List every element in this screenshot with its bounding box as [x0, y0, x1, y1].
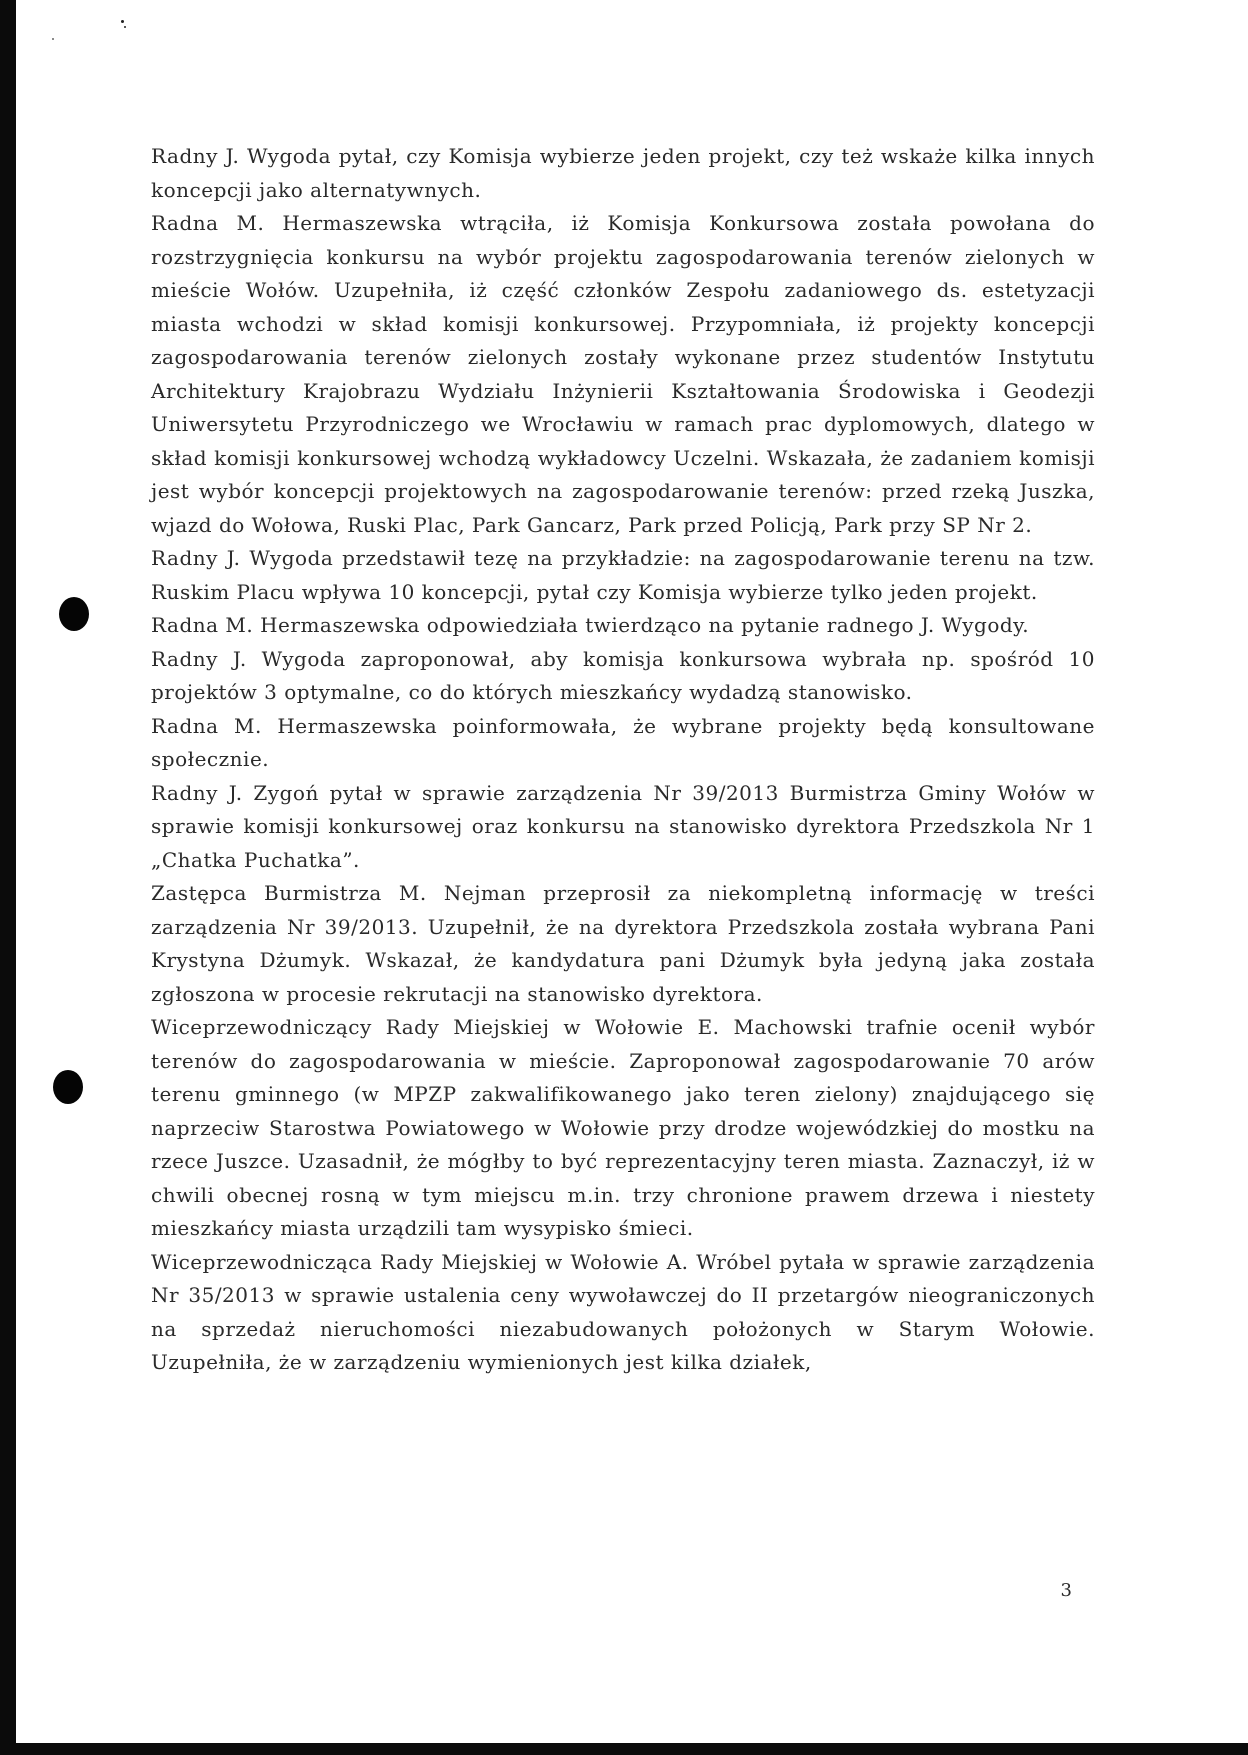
scan-border-left — [0, 0, 16, 1755]
paragraph: Radny J. Zygoń pytał w sprawie zarządzenia Nr 39/2013 Burmistrza Gminy Wołów w sprawie komisji konkursowej oraz konkursu na stanowisko dyrektora Przedszkola Nr 1 „Chatka Puchatka”. — [151, 780, 1095, 872]
paragraph: Radny J. Wygoda pytał, czy Komisja wybierze jeden projekt, czy też wskaże kilka innych koncepcji jako alternatywnych. — [151, 144, 1095, 202]
scan-speck — [52, 38, 54, 40]
punch-hole — [53, 1070, 83, 1104]
paragraph: Zastępca Burmistrza M. Nejman przeprosił za niekompletną informację w treści zarządzenia Nr 39/2013. Uzupełnił, że na dyrektora Przedszkola została wybrana Pani Krystyna Dżumyk. Wskazał, że kandydatura pani Dżumyk była jedyną jaka została zgłoszona w procesie rekrutacji na stanowisko dyrektora. — [151, 881, 1095, 1006]
paragraph: Radna M. Hermaszewska odpowiedziała twierdząco na pytanie radnego J. Wygody. — [151, 613, 1030, 637]
paragraph: Wiceprzewodnicząca Rady Miejskiej w Wołowie A. Wróbel pytała w sprawie zarządzenia Nr 35/2013 w sprawie ustalenia ceny wywoławczej do II przetargów nieograniczonych na sprzedaż nieruchomości niezabudowanych położonych w Starym Wołowie. Uzupełniła, że w zarządzeniu wymienionych jest kilka działek, — [151, 1249, 1095, 1374]
document-body — [151, 140, 1095, 1380]
paragraph: Wiceprzewodniczący Rady Miejskiej w Wołowie E. Machowski trafnie ocenił wybór terenów do zagospodarowania w mieście. Zaproponował zagospodarowanie 70 arów terenu gminnego (w MPZP zakwalifikowanego jako teren zielony) znajdującego się naprzeciw Starostwa Powiatowego w Wołowie przy drodze wojewódzkiej do mostku na rzece Juszce. Uzasadnił, że mógłby to być reprezentacyjny teren miasta. Zaznaczył, iż w chwili obecnej rosną w tym miejscu m.in. trzy chronione prawem drzewa i niestety mieszkańcy miasta urządzili tam wysypisko śmieci. — [151, 1015, 1095, 1240]
scan-speck — [124, 26, 126, 28]
paragraph: Radny J. Wygoda zaproponował, aby komisja konkursowa wybrała np. spośród 10 projektów 3 optymalne, co do których mieszkańcy wydadzą stanowisko. — [151, 646, 1095, 704]
punch-hole — [59, 597, 89, 631]
scan-speck — [121, 20, 124, 23]
page-number: 3 — [1060, 1580, 1072, 1601]
paragraph: Radny J. Wygoda przedstawił tezę na przykładzie: na zagospodarowanie terenu na tzw. Ruskim Placu wpływa 10 koncepcji, pytał czy Komisja wybierze tylko jeden projekt. — [151, 546, 1095, 604]
paragraph: Radna M. Hermaszewska poinformowała, że wybrane projekty będą konsultowane społecznie. — [151, 713, 1095, 771]
paragraph: Radna M. Hermaszewska wtrąciła, iż Komisja Konkursowa została powołana do rozstrzygnięcia konkursu na wybór projektu zagospodarowania terenów zielonych w mieście Wołów. Uzupełniła, iż część członków Zespołu zadaniowego ds. estetyzacji miasta wchodzi w skład komisji konkursowej. Przypomniała, iż projekty koncepcji zagospodarowania terenów zielonych zostały wykonane przez studentów Instytutu Architektury Krajobrazu Wydziału Inżynierii Kształtowania Środowiska i Geodezji Uniwersytetu Przyrodniczego we Wrocławiu w ramach prac dyplomowych, dlatego w skład komisji konkursowej wchodzą wykładowcy Uczelni. Wskazała, że zadaniem komisji jest wybór koncepcji projektowych na zagospodarowanie terenów: przed rzeką Juszka, wjazd do Wołowa, Ruski Plac, Park Gancarz, Park przed Policją, Park przy SP Nr 2. — [151, 211, 1095, 537]
scan-border-bottom — [0, 1743, 1248, 1755]
